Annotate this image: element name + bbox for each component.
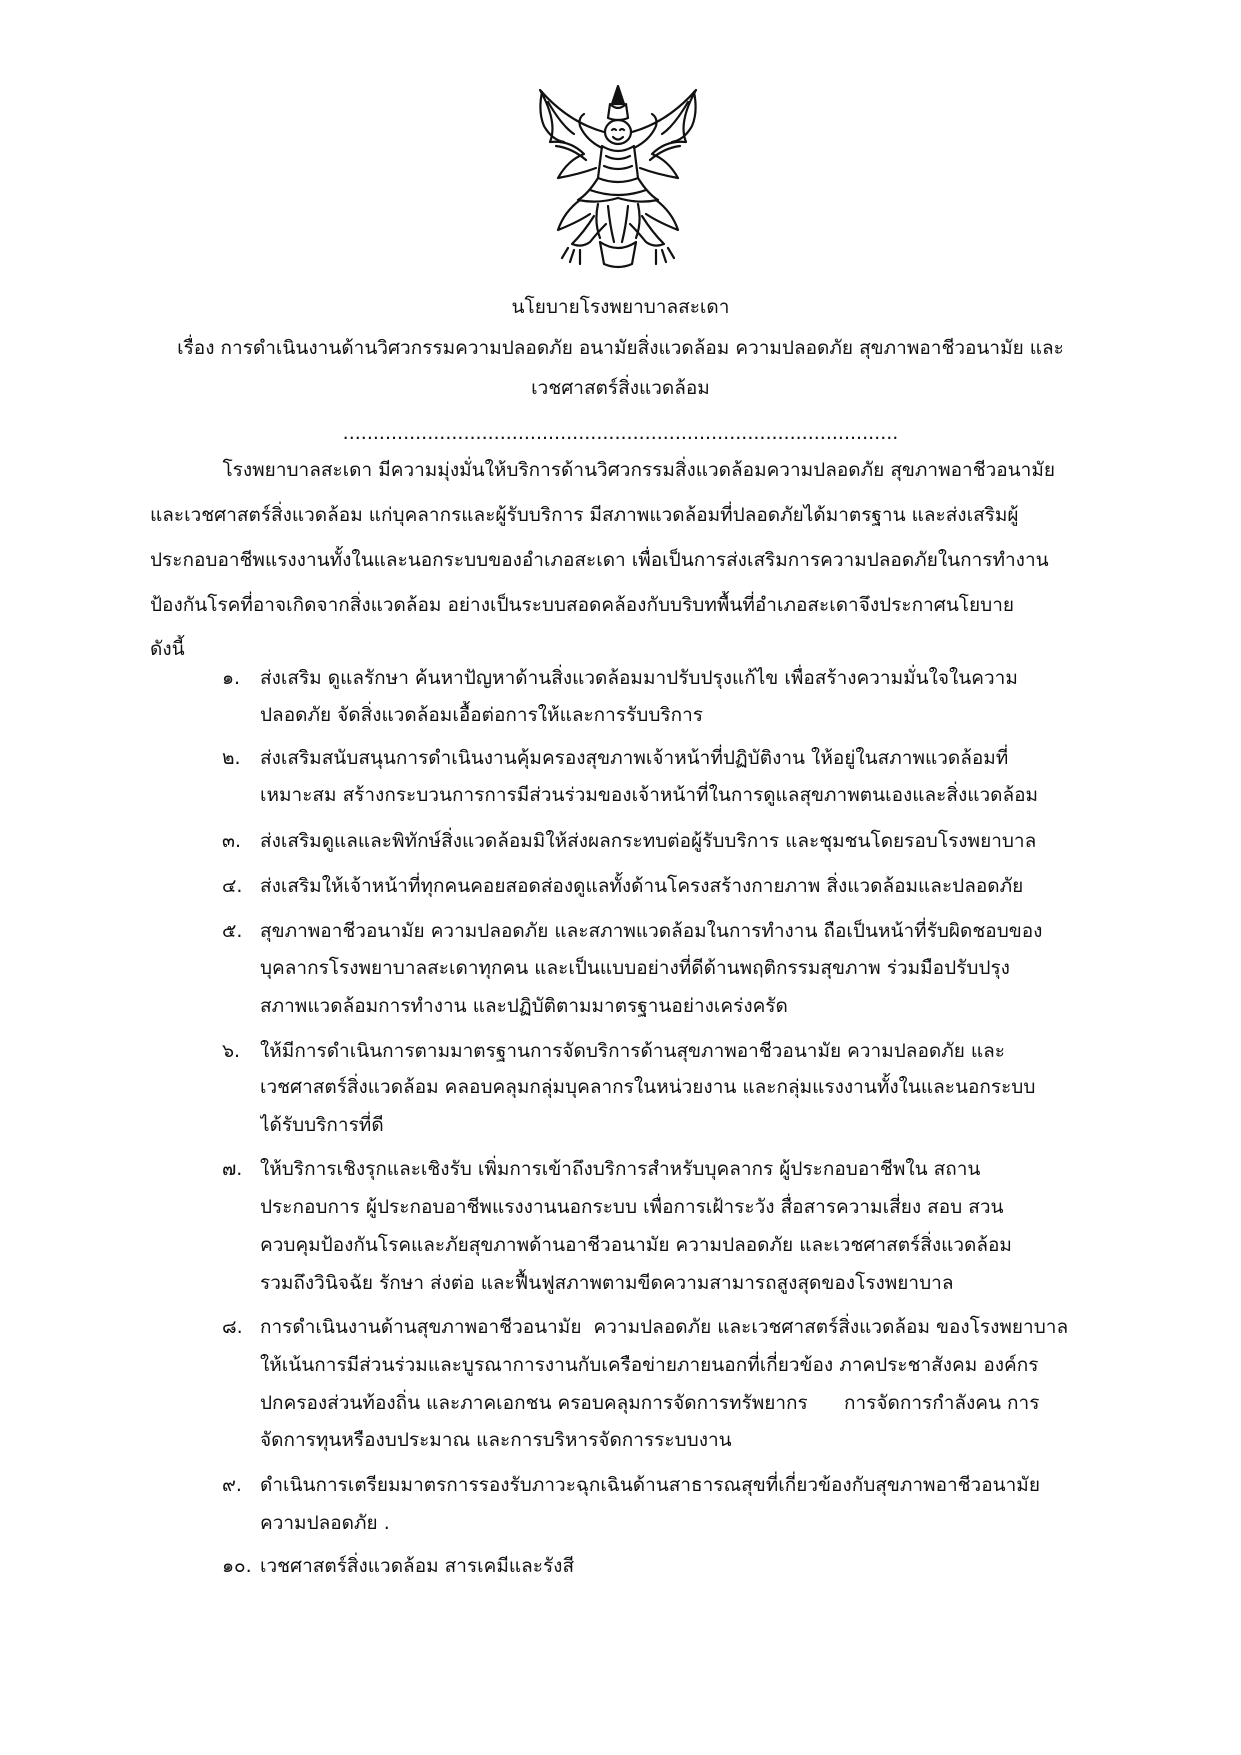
intro-line: โรงพยาบาลสะเดา มีความมุ่งมั่นให้บริการด้านวิศวกรรมสิ่งแวดล้อมความปลอดภัย สุขภาพอาชีวอนามัย (150, 459, 1055, 481)
list-item-text: ส่งเสริมดูแลและพิทักษ์สิ่งแวดล้อมมิให้ส่งผลกระทบต่อผู้รับบริการ และชุมชนโดยรอบโรงพยาบาล (260, 830, 1037, 852)
intro-line: ดังนี้ (150, 638, 185, 660)
document-title: นโยบายโรงพยาบาลสะเดา (511, 296, 730, 318)
list-item-number: ๔. (222, 875, 243, 897)
list-item-text: ความปลอดภัย . (260, 1512, 390, 1534)
list-item-number: ๖. (222, 1040, 241, 1062)
list-item-text: ได้รับบริการที่ดี (260, 1114, 384, 1136)
list-item-number: ๒. (222, 747, 241, 769)
list-item-number: ๓. (222, 830, 242, 852)
list-item-number: ๑. (222, 667, 241, 689)
list-item-text: รวมถึงวินิจฉัย รักษา ส่งต่อ และฟื้นฟูสภาพตามขีดความสามารถสูงสุดของโรงพยาบาล (260, 1272, 954, 1294)
separator-dots: ............................................................................................ (342, 422, 899, 444)
garuda-emblem-icon (528, 82, 708, 272)
list-item-text: เหมาะสม สร้างกระบวนการการมีส่วนร่วมของเจ้าหน้าที่ในการดูแลสุขภาพตนเองและสิ่งแวดล้อม (260, 784, 1039, 806)
list-item-text: สภาพแวดล้อมการทำงาน และปฏิบัติตามมาตรฐานอย่างเคร่งครัด (260, 995, 788, 1017)
intro-line: ป้องกันโรคที่อาจเกิดจากสิ่งแวดล้อม อย่างเป็นระบบสอดคล้องกับบริบทพื้นที่อำเภอสะเดาจึงประกาศนโยบาย (150, 594, 1015, 616)
list-item-text: ให้เน้นการมีส่วนร่วมและบูรณาการงานกับเครือข่ายภายนอกที่เกี่ยวข้อง ภาคประชาสังคม องค์กร (260, 1354, 1039, 1376)
list-item-text: ปกครองส่วนท้องถิ่น และภาคเอกชน ครอบคลุมการจัดการทรัพยากร การจัดการกำลังคน การ (260, 1392, 1040, 1414)
list-item-number: ๕. (222, 920, 243, 942)
list-item-number: ๙. (222, 1474, 242, 1496)
list-item-number: ๑๐. (222, 1555, 252, 1577)
list-item-number: ๗. (222, 1158, 243, 1180)
list-item-text: บุคลากรโรงพยาบาลสะเดาทุกคน และเป็นแบบอย่างที่ดีด้านพฤติกรรมสุขภาพ ร่วมมือปรับปรุง (260, 957, 1010, 979)
list-item-text: สุขภาพอาชีวอนามัย ความปลอดภัย และสภาพแวดล้อมในการทำงาน ถือเป็นหน้าที่รับผิดชอบของ (260, 920, 1043, 942)
list-item-text: เวชศาสตร์สิ่งแวดล้อม คลอบคลุมกลุ่มบุคลากรในหน่วยงาน และกลุ่มแรงงานทั้งในและนอกระบบ (260, 1076, 1036, 1098)
list-item-text: ให้บริการเชิงรุกและเชิงรับ เพิ่มการเข้าถึงบริการสำหรับบุคลากร ผู้ประกอบอาชีพใน สถาน (260, 1158, 981, 1180)
intro-line: และเวชศาสตร์สิ่งแวดล้อม แก่บุคลากรและผู้รับบริการ มีสภาพแวดล้อมที่ปลอดภัยได้มาตรฐาน และส่งเสริมผู้ (150, 504, 1019, 526)
list-item-text: จัดการทุนหรืองบประมาณ และการบริหารจัดการระบบงาน (260, 1429, 732, 1451)
list-item-text: การดำเนินงานด้านสุขภาพอาชีวอนามัย ความปลอดภัย และเวชศาสตร์สิ่งแวดล้อม ของโรงพยาบาล (260, 1316, 1069, 1338)
list-item-text: เวชศาสตร์สิ่งแวดล้อม สารเคมีและรังสี (260, 1555, 575, 1577)
list-item-text: ส่งเสริมให้เจ้าหน้าที่ทุกคนคอยสอดส่องดูแลทั้งด้านโครงสร้างกายภาพ สิ่งแวดล้อมและปลอดภัย (260, 875, 1024, 897)
subject-line: เรื่อง การดำเนินงานด้านวิศวกรรมความปลอดภัย อนามัยสิ่งแวดล้อม ความปลอดภัย สุขภาพอาชีวอนามัย และ (177, 337, 1064, 359)
list-item-text: ดำเนินการเตรียมมาตรการรองรับภาวะฉุกเฉินด้านสาธารณสุขที่เกี่ยวข้องกับสุขภาพอาชีวอนามัย (260, 1474, 1040, 1496)
list-item-text: ให้มีการดำเนินการตามมาตรฐานการจัดบริการด้านสุขภาพอาชีวอนามัย ความปลอดภัย และ (260, 1040, 1005, 1062)
list-item-text: ส่งเสริมสนับสนุนการดำเนินงานคุ้มครองสุขภาพเจ้าหน้าที่ปฏิบัติงาน ให้อยู่ในสภาพแวดล้อมที่ (260, 747, 1009, 769)
list-item-text: ควบคุมป้องกันโรคและภัยสุขภาพด้านอาชีวอนามัย ความปลอดภัย และเวชศาสตร์สิ่งแวดล้อม (260, 1234, 1012, 1256)
list-item-text: ส่งเสริม ดูแลรักษา ค้นหาปัญหาด้านสิ่งแวดล้อมมาปรับปรุงแก้ไข เพื่อสร้างความมั่นใจในความ (260, 667, 1018, 689)
intro-line: ประกอบอาชีพแรงงานทั้งในและนอกระบบของอำเภอสะเดา เพื่อเป็นการส่งเสริมการความปลอดภัยในการทำงาน (150, 549, 1049, 571)
subject-line-continued: เวชศาสตร์สิ่งแวดล้อม (531, 377, 710, 399)
list-item-text: ประกอบการ ผู้ประกอบอาชีพแรงงานนอกระบบ เพื่อการเฝ้าระวัง สื่อสารความเสี่ยง สอบ สวน (260, 1196, 1004, 1218)
list-item-number: ๘. (222, 1316, 243, 1338)
list-item-text: ปลอดภัย จัดสิ่งแวดล้อมเอื้อต่อการให้และการรับบริการ (260, 704, 703, 726)
